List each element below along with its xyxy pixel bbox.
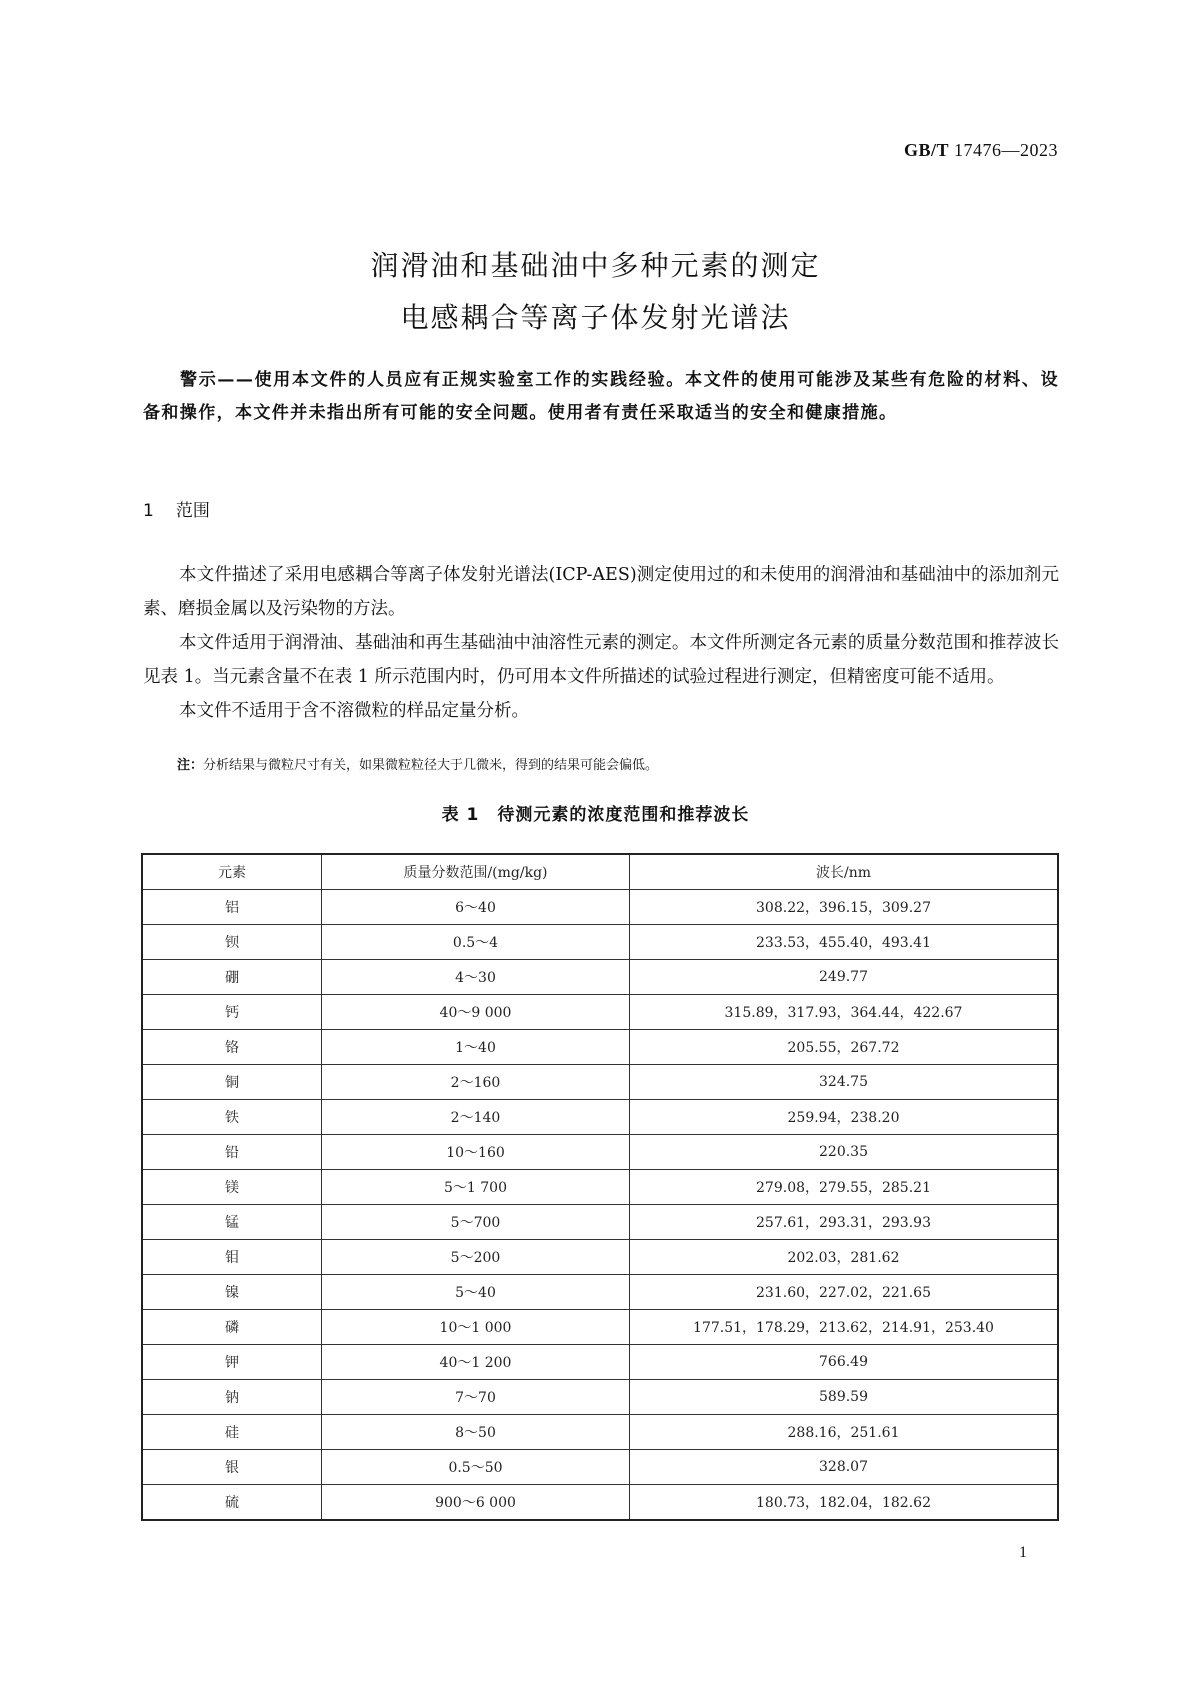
cell-range: 0.5～4 bbox=[322, 925, 630, 960]
table-row bbox=[142, 1485, 1058, 1521]
cell-range: 6～40 bbox=[322, 890, 630, 925]
header-element: 元素 bbox=[142, 854, 322, 890]
cell-range: 10～160 bbox=[322, 1135, 630, 1170]
cell-wavelength: 315.89，317.93，364.44，422.67 bbox=[630, 995, 1059, 1030]
cell-element: 铬 bbox=[142, 1030, 322, 1065]
table-row bbox=[142, 995, 1058, 1030]
cell-wavelength: 249.77 bbox=[630, 960, 1059, 995]
table-row bbox=[142, 1100, 1058, 1135]
table-row bbox=[142, 1240, 1058, 1275]
title-line-2: 电感耦合等离子体发射光谱法 bbox=[400, 301, 791, 334]
cell-wavelength: 257.61，293.31，293.93 bbox=[630, 1205, 1059, 1240]
paragraph: 本文件适用于润滑油、基础油和再生基础油中油溶性元素的测定。本文件所测定各元素的质量分数范围和推荐波长见表 1。当元素含量不在表 1 所示范围内时，仍可用本文件所描述的试验过程进行测定，但精密度可能不适用。 bbox=[143, 633, 1059, 687]
table-row bbox=[142, 960, 1058, 995]
cell-element: 钡 bbox=[142, 925, 322, 960]
cell-element: 铝 bbox=[142, 890, 322, 925]
header-mass-fraction: 质量分数范围/(mg/kg) bbox=[322, 854, 630, 890]
header-wavelength: 波长/nm bbox=[630, 854, 1059, 890]
cell-element: 钾 bbox=[142, 1345, 322, 1380]
cell-element: 钼 bbox=[142, 1240, 322, 1275]
cell-range: 5～700 bbox=[322, 1205, 630, 1240]
cell-range: 0.5～50 bbox=[322, 1450, 630, 1485]
cell-wavelength: 220.35 bbox=[630, 1135, 1059, 1170]
table-row bbox=[142, 1275, 1058, 1310]
note-label: 注： bbox=[177, 758, 204, 773]
standard-code bbox=[904, 140, 1058, 161]
cell-range: 40～1 200 bbox=[322, 1345, 630, 1380]
cell-range: 10～1 000 bbox=[322, 1310, 630, 1345]
paragraph: 本文件描述了采用电感耦合等离子体发射光谱法(ICP-AES)测定使用过的和未使用的润滑油和基础油中的添加剂元素、磨损金属以及污染物的方法。 bbox=[143, 565, 1059, 619]
section-number: 1 bbox=[143, 501, 154, 521]
title-line-1: 润滑油和基础油中多种元素的测定 bbox=[370, 249, 821, 282]
table-row bbox=[142, 1205, 1058, 1240]
cell-element: 硫 bbox=[142, 1485, 322, 1521]
cell-wavelength: 288.16，251.61 bbox=[630, 1415, 1059, 1450]
cell-range: 7～70 bbox=[322, 1380, 630, 1415]
table-row bbox=[142, 925, 1058, 960]
document-title bbox=[0, 240, 1191, 344]
warning-paragraph: 警示——使用本文件的人员应有正规实验室工作的实践经验。本文件的使用可能涉及某些有危险的材料、设备和操作，本文件并未指出所有可能的安全问题。使用者有责任采取适当的安全和健康措施。 bbox=[143, 370, 1059, 423]
table-caption-number: 表 1 bbox=[441, 805, 480, 825]
element-table bbox=[141, 853, 1059, 1521]
cell-wavelength: 279.08，279.55，285.21 bbox=[630, 1170, 1059, 1205]
cell-element: 铅 bbox=[142, 1135, 322, 1170]
standard-prefix: GB/T bbox=[903, 140, 949, 160]
table-row bbox=[142, 1450, 1058, 1485]
table-row bbox=[142, 1135, 1058, 1170]
cell-range: 1～40 bbox=[322, 1030, 630, 1065]
cell-element: 钙 bbox=[142, 995, 322, 1030]
cell-wavelength: 589.59 bbox=[630, 1380, 1059, 1415]
cell-range: 900～6 000 bbox=[322, 1485, 630, 1521]
cell-range: 5～200 bbox=[322, 1240, 630, 1275]
table-header-row bbox=[142, 854, 1058, 890]
section-heading bbox=[143, 496, 210, 521]
table-caption bbox=[0, 800, 1191, 825]
cell-wavelength: 202.03，281.62 bbox=[630, 1240, 1059, 1275]
cell-element: 硼 bbox=[142, 960, 322, 995]
standard-number: 17476—2023 bbox=[954, 140, 1058, 160]
table-row bbox=[142, 1065, 1058, 1100]
table-row bbox=[142, 1415, 1058, 1450]
section-title: 范围 bbox=[175, 501, 210, 521]
section-body bbox=[143, 558, 1059, 728]
cell-element: 硅 bbox=[142, 1415, 322, 1450]
cell-wavelength: 177.51，178.29，213.62，214.91，253.40 bbox=[630, 1310, 1059, 1345]
cell-range: 2～160 bbox=[322, 1065, 630, 1100]
page-number: 1 bbox=[1019, 1544, 1027, 1561]
cell-range: 2～140 bbox=[322, 1100, 630, 1135]
cell-wavelength: 308.22，396.15，309.27 bbox=[630, 890, 1059, 925]
cell-element: 铜 bbox=[142, 1065, 322, 1100]
cell-element: 钠 bbox=[142, 1380, 322, 1415]
cell-element: 磷 bbox=[142, 1310, 322, 1345]
cell-element: 锰 bbox=[142, 1205, 322, 1240]
cell-wavelength: 205.55，267.72 bbox=[630, 1030, 1059, 1065]
cell-range: 4～30 bbox=[322, 960, 630, 995]
cell-range: 5～1 700 bbox=[322, 1170, 630, 1205]
cell-element: 铁 bbox=[142, 1100, 322, 1135]
cell-element: 镁 bbox=[142, 1170, 322, 1205]
cell-wavelength: 180.73，182.04，182.62 bbox=[630, 1485, 1059, 1521]
paragraph: 本文件不适用于含不溶微粒的样品定量分析。 bbox=[179, 701, 529, 721]
note bbox=[177, 754, 658, 773]
cell-range: 8～50 bbox=[322, 1415, 630, 1450]
cell-wavelength: 766.49 bbox=[630, 1345, 1059, 1380]
cell-wavelength: 259.94，238.20 bbox=[630, 1100, 1059, 1135]
table-row bbox=[142, 890, 1058, 925]
cell-wavelength: 328.07 bbox=[630, 1450, 1059, 1485]
cell-range: 40～9 000 bbox=[322, 995, 630, 1030]
table-row bbox=[142, 1310, 1058, 1345]
table-row bbox=[142, 1345, 1058, 1380]
cell-element: 银 bbox=[142, 1450, 322, 1485]
table-row bbox=[142, 1030, 1058, 1065]
cell-wavelength: 233.53，455.40，493.41 bbox=[630, 925, 1059, 960]
cell-range: 5～40 bbox=[322, 1275, 630, 1310]
cell-wavelength: 231.60，227.02，221.65 bbox=[630, 1275, 1059, 1310]
cell-element: 镍 bbox=[142, 1275, 322, 1310]
note-text: 分析结果与微粒尺寸有关，如果微粒粒径大于几微米，得到的结果可能会偏低。 bbox=[203, 758, 659, 773]
table-caption-text: 待测元素的浓度范围和推荐波长 bbox=[497, 805, 750, 825]
table-row bbox=[142, 1380, 1058, 1415]
table-row bbox=[142, 1170, 1058, 1205]
cell-wavelength: 324.75 bbox=[630, 1065, 1059, 1100]
